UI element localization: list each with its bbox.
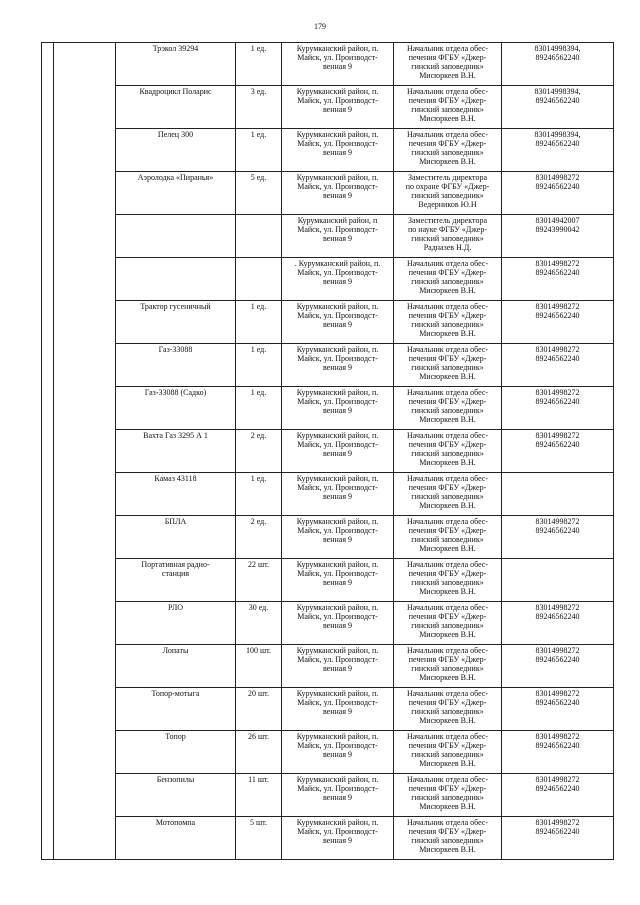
responsible-text: Начальник отдела обес- печения ФГБУ «Джер- гинский заповедник» Мисюркеев В.Н.	[406, 302, 489, 338]
responsible-cell	[394, 215, 502, 258]
location-text: Курумканский район, п. Майск, ул. Производст- венная 9	[296, 603, 379, 630]
location-text: Курумканский район, п. Майск, ул. Производст- венная 9	[296, 474, 379, 501]
item-name-cell	[116, 86, 236, 129]
quantity-cell	[236, 387, 282, 430]
item-name-cell	[116, 301, 236, 344]
responsible-cell	[394, 731, 502, 774]
row-number-cell	[42, 430, 54, 473]
location-cell	[282, 774, 394, 817]
responsible-text: Начальник отдела обес- печения ФГБУ «Джер- гинский заповедник» Мисюркеев В.Н.	[406, 130, 489, 166]
row-number-cell	[42, 43, 54, 86]
item-name-text: Портативная радио- станция	[141, 560, 210, 578]
location-cell	[282, 258, 394, 301]
responsible-text: Начальник отдела обес- печения ФГБУ «Джер- гинский заповедник» Мисюркеев В.Н.	[406, 818, 489, 854]
responsible-cell	[394, 129, 502, 172]
quantity-text: 1 ед.	[250, 474, 267, 483]
item-name-text: Газ-33088	[158, 345, 193, 354]
quantity-cell	[236, 559, 282, 602]
quantity-cell	[236, 86, 282, 129]
phone-text: 83014998272 89246562240	[535, 388, 580, 406]
phone-text: 83014998272 89246562240	[535, 431, 580, 449]
responsible-cell	[394, 430, 502, 473]
responsible-cell	[394, 774, 502, 817]
phone-cell	[502, 86, 614, 129]
phone-cell	[502, 129, 614, 172]
quantity-cell	[236, 172, 282, 215]
item-name-text: Трэкол 39294	[152, 44, 199, 53]
quantity-cell	[236, 430, 282, 473]
item-name-text: БПЛА	[164, 517, 187, 526]
location-text: Курумканский район, п. Майск, ул. Производст- венная 9	[296, 345, 379, 372]
row-number-cell	[42, 516, 54, 559]
location-text: Курумканский район, п. Майск, ул. Производст- венная 9	[296, 388, 379, 415]
item-name-text: Газ-33088 (Садко)	[144, 388, 207, 397]
phone-cell	[502, 731, 614, 774]
quantity-cell	[236, 645, 282, 688]
table-row	[42, 817, 614, 860]
phone-text: 83014998272 89246562240	[535, 646, 580, 664]
item-name-text: Лопаты	[162, 646, 189, 655]
table-row	[42, 688, 614, 731]
responsible-cell	[394, 688, 502, 731]
blank-cell	[54, 688, 116, 731]
responsible-cell	[394, 43, 502, 86]
page-number: 179	[314, 22, 326, 31]
row-number-cell	[42, 473, 54, 516]
table-row	[42, 473, 614, 516]
phone-cell	[502, 430, 614, 473]
responsible-text: Начальник отдела обес- печения ФГБУ «Джер- гинский заповедник» Мисюркеев В.Н.	[406, 689, 489, 725]
blank-cell	[54, 387, 116, 430]
blank-cell	[54, 516, 116, 559]
row-number-cell	[42, 645, 54, 688]
item-name-text: Аэролодка «Пиранья»	[137, 173, 214, 182]
quantity-text: 22 шт.	[247, 560, 270, 569]
quantity-cell	[236, 817, 282, 860]
item-name-text: Трактор гусеничный	[140, 302, 211, 311]
phone-text: 83014998272 89246562240	[535, 603, 580, 621]
row-number-cell	[42, 344, 54, 387]
table-row	[42, 430, 614, 473]
phone-text: 83014998272 89246562240	[535, 302, 580, 320]
phone-cell	[502, 645, 614, 688]
location-text: . Курумканский район, п. Майск, ул. Производст- венная 9	[294, 259, 381, 286]
phone-cell	[502, 387, 614, 430]
location-cell	[282, 344, 394, 387]
responsible-cell	[394, 602, 502, 645]
row-number-cell	[42, 817, 54, 860]
phone-cell	[502, 172, 614, 215]
blank-cell	[54, 731, 116, 774]
quantity-text: 1 ед.	[250, 345, 267, 354]
quantity-text: 5 ед.	[250, 173, 267, 182]
blank-cell	[54, 473, 116, 516]
phone-cell	[502, 559, 614, 602]
responsible-text: Начальник отдела обес- печения ФГБУ «Джер- гинский заповедник» Мисюркеев В.Н.	[406, 259, 489, 295]
table-row	[42, 215, 614, 258]
phone-cell	[502, 344, 614, 387]
responsible-text: Начальник отдела обес- печения ФГБУ «Джер- гинский заповедник» Мисюркеев В.Н.	[406, 388, 489, 424]
item-name-text: РЛО	[167, 603, 184, 612]
row-number-cell	[42, 774, 54, 817]
phone-cell	[502, 301, 614, 344]
blank-cell	[54, 86, 116, 129]
row-number-cell	[42, 86, 54, 129]
quantity-cell	[236, 602, 282, 645]
row-number-cell	[42, 602, 54, 645]
responsible-cell	[394, 344, 502, 387]
location-text: Курумканский район, п. Майск, ул. Производст- венная 9	[296, 560, 379, 587]
location-text: Курумканский район, п. Майск, ул. Производст- венная 9	[296, 173, 379, 200]
phone-cell	[502, 43, 614, 86]
blank-cell	[54, 215, 116, 258]
table-row	[42, 731, 614, 774]
table-row	[42, 301, 614, 344]
location-cell	[282, 387, 394, 430]
phone-text: 83014998394, 89246562240	[534, 87, 581, 105]
quantity-cell	[236, 43, 282, 86]
responsible-text: Начальник отдела обес- печения ФГБУ «Джер- гинский заповедник» Мисюркеев В.Н.	[406, 431, 489, 467]
item-name-text: Квадроцикл Поларис	[139, 87, 212, 96]
responsible-cell	[394, 645, 502, 688]
quantity-cell	[236, 129, 282, 172]
item-name-cell	[116, 215, 236, 258]
quantity-cell	[236, 215, 282, 258]
phone-text: 83014942007 89243990042	[535, 216, 580, 234]
quantity-text: 11 шт.	[248, 775, 269, 784]
blank-cell	[54, 129, 116, 172]
responsible-cell	[394, 516, 502, 559]
responsible-text: Начальник отдела обес- печения ФГБУ «Джер- гинский заповедник» Мисюркеев В.Н.	[406, 775, 489, 811]
table-row	[42, 774, 614, 817]
equipment-table	[41, 42, 614, 860]
location-text: Курумканский район, п. Майск, ул. Производст- венная 9	[296, 44, 379, 71]
location-text: Курумканский район, п. Майск, ул. Производст- венная 9	[296, 302, 379, 329]
item-name-text: Пелец 300	[157, 130, 194, 139]
item-name-cell	[116, 688, 236, 731]
responsible-text: Начальник отдела обес- печения ФГБУ «Джер- гинский заповедник» Мисюркеев В.Н.	[406, 345, 489, 381]
item-name-cell	[116, 774, 236, 817]
item-name-cell	[116, 516, 236, 559]
responsible-text: Начальник отдела обес- печения ФГБУ «Джер- гинский заповедник» Мисюркеев В.Н.	[406, 474, 489, 510]
row-number-cell	[42, 688, 54, 731]
row-number-cell	[42, 258, 54, 301]
row-number-cell	[42, 731, 54, 774]
row-number-cell	[42, 559, 54, 602]
quantity-text: 1 ед.	[250, 388, 267, 397]
responsible-cell	[394, 258, 502, 301]
item-name-text: Топор	[165, 732, 186, 741]
location-cell	[282, 430, 394, 473]
row-number-cell	[42, 387, 54, 430]
location-cell	[282, 172, 394, 215]
quantity-text: 1 ед.	[250, 302, 267, 311]
phone-text: 83014998272 89246562240	[535, 173, 580, 191]
quantity-text: 3 ед.	[250, 87, 267, 96]
blank-cell	[54, 430, 116, 473]
phone-cell	[502, 817, 614, 860]
table-row	[42, 86, 614, 129]
location-text: Курумканский район, п. Майск, ул. Производст- венная 9	[296, 775, 379, 802]
phone-text: 83014998272 89246562240	[535, 689, 580, 707]
responsible-cell	[394, 301, 502, 344]
item-name-text: Бензопилы	[156, 775, 195, 784]
quantity-text: 2 ед.	[250, 431, 267, 440]
responsible-cell	[394, 559, 502, 602]
blank-cell	[54, 344, 116, 387]
location-text: Курумканский район, п. Майск, ул. Производст- венная 9	[296, 130, 379, 157]
quantity-cell	[236, 301, 282, 344]
quantity-text: 30 ед.	[248, 603, 269, 612]
table-row	[42, 559, 614, 602]
item-name-cell	[116, 129, 236, 172]
table-row	[42, 344, 614, 387]
location-cell	[282, 731, 394, 774]
quantity-text: 26 шт.	[247, 732, 270, 741]
location-cell	[282, 516, 394, 559]
location-text: Курумканский район, п. Майск, ул. Производст- венная 9	[296, 818, 379, 845]
responsible-text: Начальник отдела обес- печения ФГБУ «Джер- гинский заповедник» Мисюркеев В.Н.	[406, 87, 489, 123]
location-cell	[282, 817, 394, 860]
location-cell	[282, 559, 394, 602]
location-text: Курумканский район, п. Майск, ул. Производст- венная 9	[296, 517, 379, 544]
location-cell	[282, 645, 394, 688]
location-text: Курумканский район, п. Майск, ул. Производст- венная 9	[296, 431, 379, 458]
location-cell	[282, 129, 394, 172]
phone-text: 83014998272 89246562240	[535, 517, 580, 535]
blank-cell	[54, 602, 116, 645]
phone-text: 83014998272 89246562240	[535, 732, 580, 750]
quantity-cell	[236, 473, 282, 516]
item-name-text: Мотопомпа	[155, 818, 196, 827]
phone-cell	[502, 516, 614, 559]
item-name-text: Камаз 43118	[154, 474, 197, 483]
phone-cell	[502, 602, 614, 645]
table-row	[42, 172, 614, 215]
quantity-text: 20 шт.	[247, 689, 270, 698]
row-number-cell	[42, 301, 54, 344]
blank-cell	[54, 43, 116, 86]
location-cell	[282, 688, 394, 731]
blank-cell	[54, 301, 116, 344]
responsible-text: Заместитель директора по охране ФГБУ «Джер- гинский заповедник» Ведерников Ю.Н	[405, 173, 490, 209]
location-text: Курумканский район, п. Майск, ул. Производст- венная 9	[296, 732, 379, 759]
table-body	[42, 43, 614, 860]
phone-cell	[502, 258, 614, 301]
quantity-text: 5 шт.	[249, 818, 268, 827]
blank-cell	[54, 774, 116, 817]
quantity-text: 2 ед.	[250, 517, 267, 526]
quantity-cell	[236, 516, 282, 559]
item-name-cell	[116, 430, 236, 473]
quantity-cell	[236, 774, 282, 817]
location-cell	[282, 43, 394, 86]
responsible-text: Начальник отдела обес- печения ФГБУ «Джер- гинский заповедник» Мисюркеев В.Н.	[406, 44, 489, 80]
quantity-cell	[236, 344, 282, 387]
responsible-text: Начальник отдела обес- печения ФГБУ «Джер- гинский заповедник» Мисюркеев В.Н.	[406, 732, 489, 768]
location-cell	[282, 602, 394, 645]
location-text: Курумканский район, п Майск, ул. Производст- венная 9	[297, 216, 378, 243]
item-name-cell	[116, 387, 236, 430]
blank-cell	[54, 559, 116, 602]
phone-cell	[502, 688, 614, 731]
phone-text: 83014998394, 89246562240	[534, 130, 581, 148]
location-cell	[282, 473, 394, 516]
phone-cell	[502, 473, 614, 516]
responsible-cell	[394, 172, 502, 215]
responsible-text: Начальник отдела обес- печения ФГБУ «Джер- гинский заповедник» Мисюркеев В.Н.	[406, 646, 489, 682]
responsible-cell	[394, 387, 502, 430]
row-number-cell	[42, 215, 54, 258]
phone-text: 83014998272 89246562240	[535, 818, 580, 836]
location-cell	[282, 215, 394, 258]
phone-text: 83014998272 89246562240	[535, 259, 580, 277]
location-text: Курумканский район, п. Майск, ул. Производст- венная 9	[296, 646, 379, 673]
item-name-cell	[116, 258, 236, 301]
responsible-cell	[394, 817, 502, 860]
item-name-cell	[116, 172, 236, 215]
location-cell	[282, 86, 394, 129]
blank-cell	[54, 172, 116, 215]
quantity-cell	[236, 258, 282, 301]
phone-text: 83014998272 89246562240	[535, 345, 580, 363]
table-row	[42, 129, 614, 172]
item-name-cell	[116, 731, 236, 774]
quantity-text: 1 ед.	[250, 44, 267, 53]
responsible-text: Начальник отдела обес- печения ФГБУ «Джер- гинский заповедник» Мисюркеев В.Н.	[406, 603, 489, 639]
responsible-text: Начальник отдела обес- печения ФГБУ «Джер- гинский заповедник» Мисюркеев В.Н.	[406, 517, 489, 553]
location-cell	[282, 301, 394, 344]
phone-cell	[502, 774, 614, 817]
item-name-cell	[116, 645, 236, 688]
responsible-cell	[394, 473, 502, 516]
row-number-cell	[42, 172, 54, 215]
item-name-cell	[116, 473, 236, 516]
responsible-text: Заместитель директора по науке ФГБУ «Джер- гинский заповедник» Радназев Н.Д.	[407, 216, 487, 252]
row-number-cell	[42, 129, 54, 172]
table-row	[42, 258, 614, 301]
table-row	[42, 516, 614, 559]
quantity-text: 100 шт.	[245, 646, 272, 655]
item-name-cell	[116, 602, 236, 645]
blank-cell	[54, 645, 116, 688]
item-name-cell	[116, 344, 236, 387]
item-name-text: Вахта Газ 3295 А 1	[143, 431, 208, 440]
responsible-cell	[394, 86, 502, 129]
quantity-cell	[236, 731, 282, 774]
phone-text: 83014998272 89246562240	[535, 775, 580, 793]
blank-cell	[54, 817, 116, 860]
table-row	[42, 602, 614, 645]
blank-cell	[54, 258, 116, 301]
item-name-cell	[116, 817, 236, 860]
item-name-cell	[116, 559, 236, 602]
table-row	[42, 387, 614, 430]
location-text: Курумканский район, п. Майск, ул. Производст- венная 9	[296, 689, 379, 716]
table-row	[42, 645, 614, 688]
phone-cell	[502, 215, 614, 258]
phone-text: 83014998394, 89246562240	[534, 44, 581, 62]
quantity-text: 1 ед.	[250, 130, 267, 139]
item-name-cell	[116, 43, 236, 86]
item-name-text: Топор-мотыга	[151, 689, 200, 698]
table-row	[42, 43, 614, 86]
responsible-text: Начальник отдела обес- печения ФГБУ «Джер- гинский заповедник» Мисюркеев В.Н.	[406, 560, 489, 596]
quantity-cell	[236, 688, 282, 731]
location-text: Курумканский район, п. Майск, ул. Производст- венная 9	[296, 87, 379, 114]
